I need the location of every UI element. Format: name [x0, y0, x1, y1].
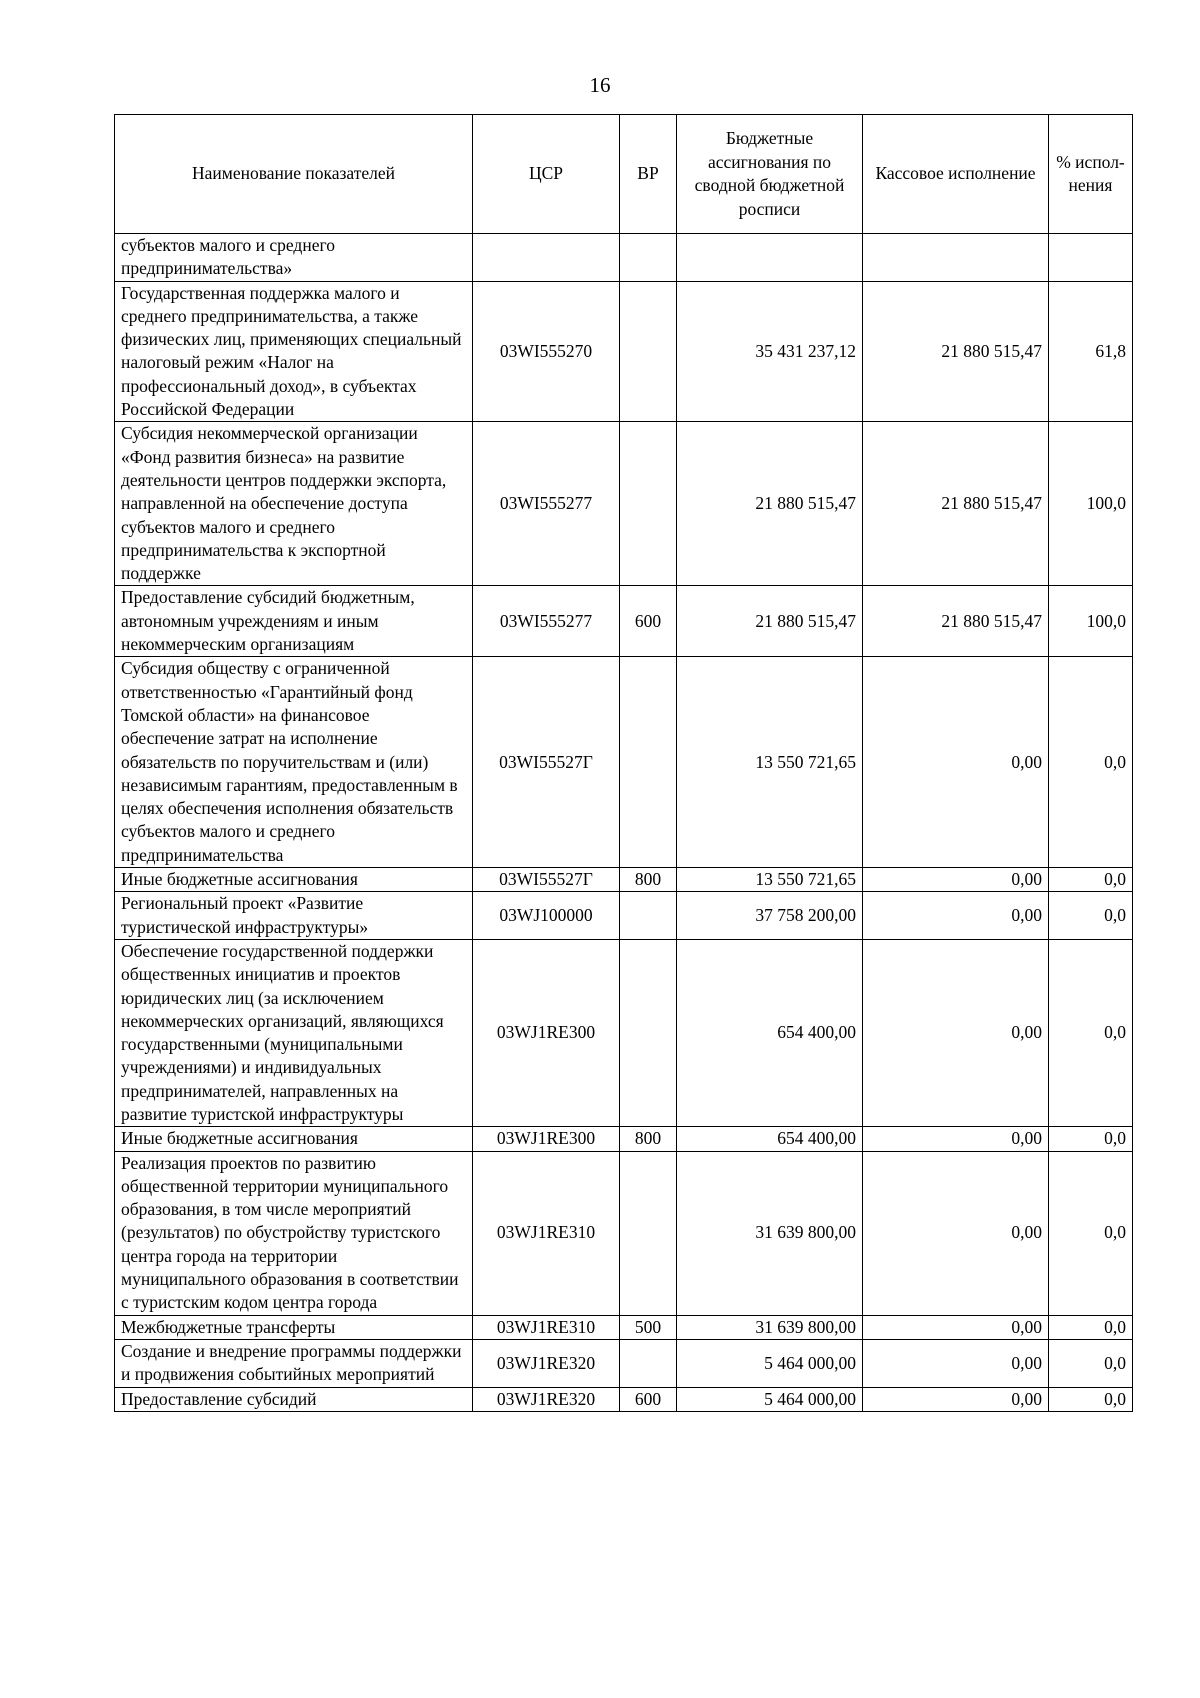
cell-vr [620, 281, 677, 422]
cell-csr: 03WJ1RE310 [473, 1151, 620, 1315]
cell-execution-percent: 0,0 [1049, 1387, 1133, 1411]
cell-execution-percent: 0,0 [1049, 892, 1133, 940]
cell-execution-percent: 0,0 [1049, 1339, 1133, 1387]
cell-name: Иные бюджетные ассигнования [115, 868, 473, 892]
cell-assignments: 5 464 000,00 [677, 1339, 863, 1387]
cell-csr [473, 234, 620, 282]
cell-cash-execution: 0,00 [863, 1315, 1049, 1339]
cell-execution-percent: 100,0 [1049, 586, 1133, 657]
header-name: Наименование показателей [115, 115, 473, 234]
cell-name: Реализация проектов по развитию общественной территории муниципального образования, в том числе мероприятий (результатов) по обустройству туристского центра города на территории муниципального образования в соответствии с туристским кодом центра города [115, 1151, 473, 1315]
cell-execution-percent: 61,8 [1049, 281, 1133, 422]
cell-vr [620, 234, 677, 282]
cell-assignments: 37 758 200,00 [677, 892, 863, 940]
cell-vr [620, 657, 677, 868]
table-row [115, 1387, 1133, 1411]
cell-name: Межбюджетные трансферты [115, 1315, 473, 1339]
cell-assignments [677, 234, 863, 282]
cell-vr [620, 939, 677, 1126]
cell-name: субъектов малого и среднего предпринимательства» [115, 234, 473, 282]
cell-assignments: 654 400,00 [677, 939, 863, 1126]
cell-execution-percent: 100,0 [1049, 422, 1133, 586]
cell-vr: 800 [620, 868, 677, 892]
table-header-row [115, 115, 1133, 234]
cell-assignments: 5 464 000,00 [677, 1387, 863, 1411]
cell-assignments: 654 400,00 [677, 1127, 863, 1151]
cell-assignments: 35 431 237,12 [677, 281, 863, 422]
cell-csr: 03WJ1RE310 [473, 1315, 620, 1339]
table-row [115, 586, 1133, 657]
cell-cash-execution: 0,00 [863, 1127, 1049, 1151]
cell-name: Иные бюджетные ассигнования [115, 1127, 473, 1151]
cell-csr: 03WI55527Г [473, 868, 620, 892]
cell-csr: 03WI55527Г [473, 657, 620, 868]
header-vr: ВР [620, 115, 677, 234]
cell-csr: 03WJ100000 [473, 892, 620, 940]
cell-cash-execution: 0,00 [863, 1339, 1049, 1387]
cell-vr: 600 [620, 1387, 677, 1411]
table-row [115, 657, 1133, 868]
table-row [115, 234, 1133, 282]
table-row [115, 868, 1133, 892]
cell-vr: 500 [620, 1315, 677, 1339]
cell-execution-percent: 0,0 [1049, 1127, 1133, 1151]
cell-name: Обеспечение государственной поддержки общественных инициатив и проектов юридических лиц (за исключением некоммерческих организаций, являющихся государственными (муниципальными учреждениями) и индивидуальных предпринимателей, направленных на развитие туристской инфраструктуры [115, 939, 473, 1126]
cell-execution-percent [1049, 234, 1133, 282]
cell-name: Субсидия некоммерческой организации «Фонд развития бизнеса» на развитие деятельности центров поддержки экспорта, направленной на обеспечение доступа субъектов малого и среднего предпринимательства к экспортной поддержке [115, 422, 473, 586]
cell-csr: 03WI555270 [473, 281, 620, 422]
cell-vr [620, 1339, 677, 1387]
cell-csr: 03WJ1RE320 [473, 1387, 620, 1411]
page-number: 16 [589, 73, 611, 97]
cell-execution-percent: 0,0 [1049, 657, 1133, 868]
cell-execution-percent: 0,0 [1049, 1315, 1133, 1339]
header-execution-percent: % испол-нения [1049, 115, 1133, 234]
cell-assignments: 21 880 515,47 [677, 586, 863, 657]
cell-name: Создание и внедрение программы поддержки и продвижения событийных мероприятий [115, 1339, 473, 1387]
header-csr: ЦСР [473, 115, 620, 234]
cell-vr [620, 892, 677, 940]
cell-cash-execution: 0,00 [863, 868, 1049, 892]
budget-table [114, 114, 1133, 1412]
table-row [115, 939, 1133, 1126]
cell-vr: 800 [620, 1127, 677, 1151]
cell-execution-percent: 0,0 [1049, 1151, 1133, 1315]
cell-cash-execution: 0,00 [863, 939, 1049, 1126]
cell-vr: 600 [620, 586, 677, 657]
header-cash-execution: Кассовое исполнение [863, 115, 1049, 234]
cell-execution-percent: 0,0 [1049, 868, 1133, 892]
cell-vr [620, 422, 677, 586]
cell-csr: 03WJ1RE320 [473, 1339, 620, 1387]
table-row [115, 892, 1133, 940]
cell-vr [620, 1151, 677, 1315]
cell-csr: 03WJ1RE300 [473, 1127, 620, 1151]
cell-cash-execution: 0,00 [863, 1151, 1049, 1315]
cell-cash-execution: 0,00 [863, 1387, 1049, 1411]
cell-cash-execution [863, 234, 1049, 282]
table-row [115, 1127, 1133, 1151]
cell-csr: 03WJ1RE300 [473, 939, 620, 1126]
cell-execution-percent: 0,0 [1049, 939, 1133, 1126]
cell-cash-execution: 0,00 [863, 657, 1049, 868]
cell-assignments: 31 639 800,00 [677, 1151, 863, 1315]
cell-cash-execution: 21 880 515,47 [863, 281, 1049, 422]
cell-csr: 03WI555277 [473, 422, 620, 586]
cell-cash-execution: 21 880 515,47 [863, 422, 1049, 586]
cell-assignments: 31 639 800,00 [677, 1315, 863, 1339]
table-row [115, 281, 1133, 422]
header-assignments: Бюджетные ассигнования по сводной бюджетной росписи [677, 115, 863, 234]
cell-csr: 03WI555277 [473, 586, 620, 657]
cell-assignments: 13 550 721,65 [677, 657, 863, 868]
cell-assignments: 13 550 721,65 [677, 868, 863, 892]
cell-cash-execution: 21 880 515,47 [863, 586, 1049, 657]
table-row [115, 1151, 1133, 1315]
table-row [115, 1315, 1133, 1339]
cell-name: Субсидия обществу с ограниченной ответственностью «Гарантийный фонд Томской области» на финансовое обеспечение затрат на исполнение обязательств по поручительствам и (или) независимым гарантиям, предоставленным в целях обеспечения исполнения обязательств субъектов малого и среднего предпринимательства [115, 657, 473, 868]
cell-name: Региональный проект «Развитие туристической инфраструктуры» [115, 892, 473, 940]
table-row [115, 1339, 1133, 1387]
table-row [115, 422, 1133, 586]
cell-assignments: 21 880 515,47 [677, 422, 863, 586]
cell-name: Предоставление субсидий [115, 1387, 473, 1411]
cell-cash-execution: 0,00 [863, 892, 1049, 940]
cell-name: Предоставление субсидий бюджетным, автономным учреждениям и иным некоммерческим организациям [115, 586, 473, 657]
cell-name: Государственная поддержка малого и среднего предпринимательства, а также физических лиц, применяющих специальный налоговый режим «Налог на профессиональный доход», в субъектах Российской Федерации [115, 281, 473, 422]
